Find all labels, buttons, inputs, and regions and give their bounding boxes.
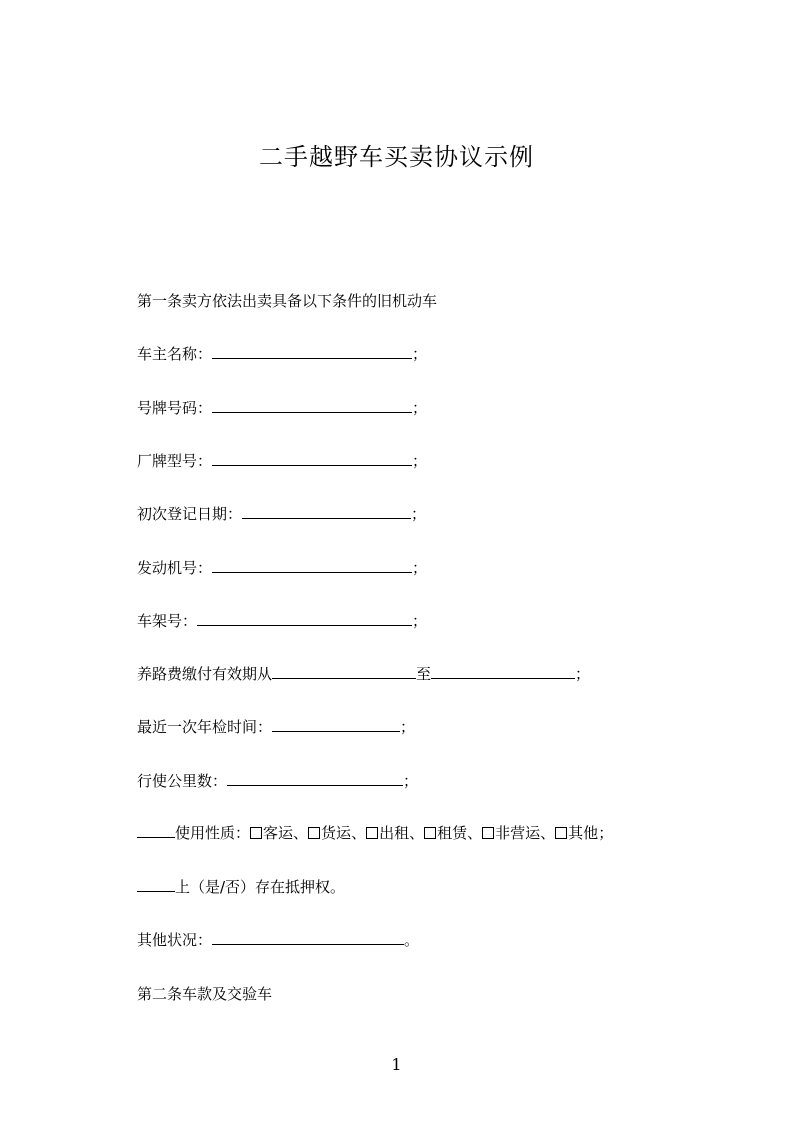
checkbox-lease[interactable] (424, 827, 436, 839)
checkbox-other[interactable] (555, 827, 567, 839)
engine-number-label: 发动机号： (137, 559, 213, 577)
plate-number-blank[interactable] (212, 397, 412, 413)
other-condition-row (137, 929, 419, 951)
semicolon: ； (403, 772, 419, 790)
checkbox-taxi[interactable] (366, 827, 378, 839)
brand-model-row (137, 450, 427, 472)
mortgage-text: 上（是/否）存在抵押权。 (175, 878, 346, 896)
usage-option-passenger: 客运 (263, 824, 294, 842)
usage-option-lease: 租赁 (437, 824, 468, 842)
road-fee-from-blank[interactable] (272, 663, 416, 679)
last-inspection-row (137, 716, 415, 738)
last-inspection-label: 最近一次年检时间： (137, 718, 273, 736)
usage-option-other: 其他 (568, 824, 599, 842)
owner-name-row (137, 343, 427, 365)
usage-label: 使用性质： (175, 824, 251, 842)
semicolon: ； (575, 665, 591, 683)
owner-name-label: 车主名称： (137, 345, 213, 363)
usage-option-taxi: 出租 (379, 824, 410, 842)
mortgage-row (137, 876, 345, 898)
section2-heading: 第二条车款及交验车 (137, 985, 273, 1003)
checkbox-freight[interactable] (308, 827, 320, 839)
usage-option-freight: 货运 (321, 824, 352, 842)
separator: 、 (351, 824, 367, 842)
separator: 、 (409, 824, 425, 842)
first-registration-blank[interactable] (242, 503, 411, 519)
owner-name-blank[interactable] (212, 343, 412, 359)
last-inspection-blank[interactable] (272, 716, 400, 732)
separator: 、 (467, 824, 483, 842)
semicolon: ； (400, 718, 416, 736)
road-fee-to-blank[interactable] (431, 663, 575, 679)
semicolon: ； (411, 505, 427, 523)
brand-model-blank[interactable] (212, 450, 412, 466)
mileage-label: 行使公里数： (137, 772, 228, 790)
usage-row (137, 822, 613, 844)
frame-number-row (137, 610, 427, 632)
other-condition-blank[interactable] (212, 929, 404, 945)
semicolon: ； (412, 559, 428, 577)
checkbox-non-operating[interactable] (482, 827, 494, 839)
first-registration-label: 初次登记日期： (137, 505, 243, 523)
document-title: 二手越野车买卖协议示例 (259, 143, 534, 171)
page-number: 1 (391, 1055, 402, 1074)
separator: 、 (540, 824, 556, 842)
section1-heading: 第一条卖方依法出卖具备以下条件的旧机动车 (137, 292, 438, 310)
road-fee-label: 养路费缴付有效期从 (137, 665, 273, 683)
engine-number-blank[interactable] (212, 557, 412, 573)
separator: 、 (293, 824, 309, 842)
road-fee-to: 至 (416, 665, 432, 683)
mortgage-prefix-blank[interactable] (137, 876, 175, 892)
semicolon: ； (412, 612, 428, 630)
mileage-blank[interactable] (227, 770, 403, 786)
other-condition-label: 其他状况： (137, 931, 213, 949)
checkbox-passenger[interactable] (250, 827, 262, 839)
semicolon: ； (598, 824, 614, 842)
frame-number-label: 车架号： (137, 612, 198, 630)
semicolon: ； (412, 345, 428, 363)
semicolon: ； (412, 399, 428, 417)
plate-number-label: 号牌号码： (137, 399, 213, 417)
mileage-row (137, 770, 418, 792)
usage-prefix-blank[interactable] (137, 822, 175, 838)
road-fee-row (137, 663, 590, 685)
brand-model-label: 厂牌型号： (137, 452, 213, 470)
semicolon: ； (412, 452, 428, 470)
engine-number-row (137, 557, 427, 579)
first-registration-row (137, 503, 426, 525)
usage-option-non-operating: 非营运 (495, 824, 541, 842)
frame-number-blank[interactable] (197, 610, 412, 626)
period: 。 (404, 931, 420, 949)
plate-number-row (137, 397, 427, 419)
